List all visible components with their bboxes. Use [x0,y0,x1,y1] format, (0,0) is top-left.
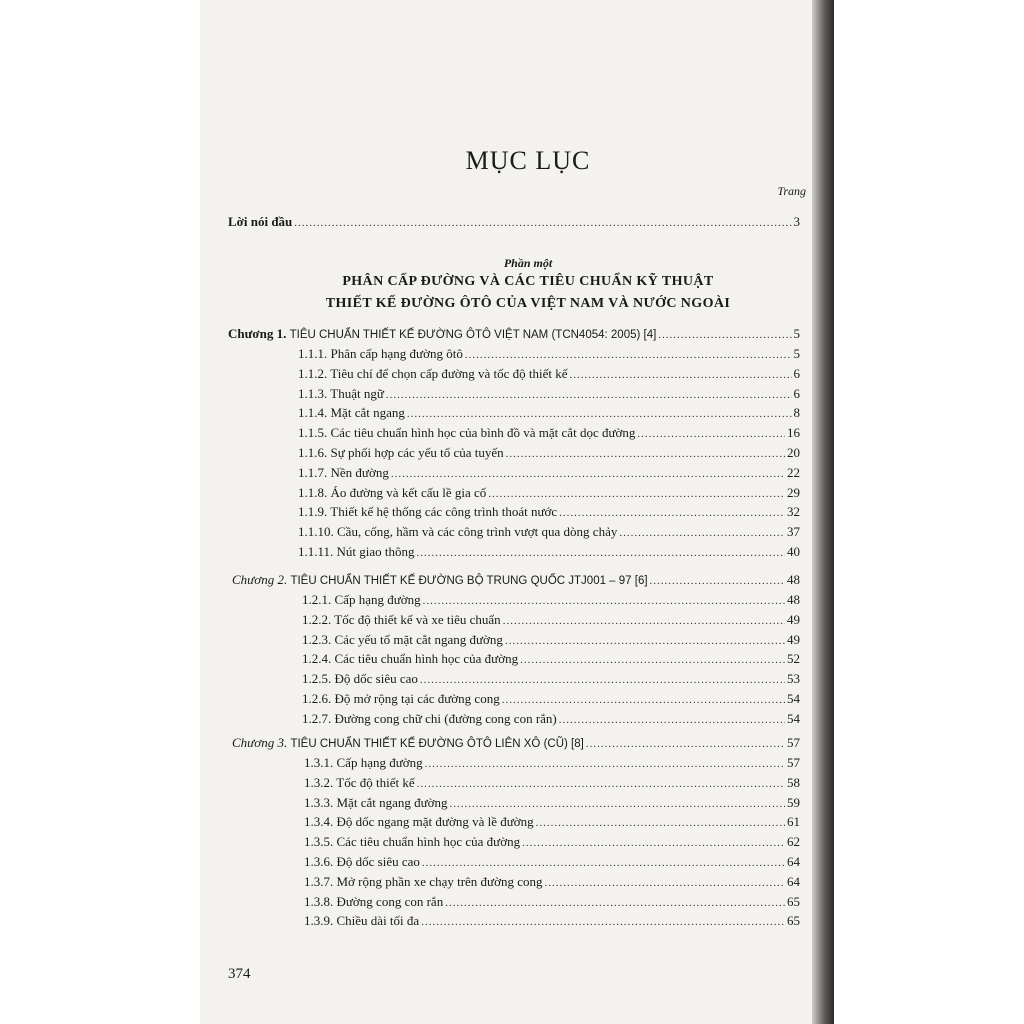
section-entry [298,405,800,423]
chapter-title: TIÊU CHUẨN THIẾT KẾ ĐƯỜNG ÔTÔ VIỆT NAM (TCN4054: 2005) [4] [289,329,657,341]
section-page: 62 [787,834,800,850]
preface-page: 3 [793,214,800,229]
chapter-title: TIÊU CHUẨN THIẾT KẾ ĐƯỜNG BỘ TRUNG QUỐC JTJ001 – 97 [6] [290,575,648,587]
section-label: 1.1.5. Các tiêu chuẩn hình học của bình đồ và mặt cắt dọc đường [298,425,636,441]
section-label: 1.1.3. Thuật ngữ [298,385,384,401]
leader-dots [520,654,785,666]
section-label: 1.3.1. Cấp hạng đường [304,755,423,770]
section-label: 1.1.2. Tiêu chí để chọn cấp đường và tốc độ thiết kế [298,365,568,381]
section-page: 65 [787,913,800,929]
leader-dots [502,694,785,706]
section-label: 1.2.4. Các tiêu chuẩn hình học của đường [302,651,519,667]
section-page: 59 [787,794,800,810]
section-page: 58 [787,774,800,790]
section-label: 1.1.1. Phân cấp hạng đường ôtô [298,346,463,361]
section-label: 1.1.7. Nền đường [298,464,389,480]
section-entry [302,691,800,709]
leader-dots [425,758,785,770]
preface-label: Lời nói đầu [228,214,293,229]
page-column-header: Trang [777,184,806,198]
section-label: 1.2.3. Các yếu tố mặt cắt ngang đường [302,631,503,647]
chapter-number: Chương 1. [228,326,287,341]
leader-dots [465,349,792,361]
section-entry [298,524,800,542]
section-label: 1.2.2. Tốc độ thiết kế và xe tiêu chuẩn [302,611,501,627]
section-entry [304,775,800,793]
section-page: 32 [787,504,800,520]
section-label: 1.2.1. Cấp hạng đường [302,592,421,607]
preface-entry [228,214,800,232]
section-label: 1.2.5. Độ dốc siêu cao [302,671,418,687]
section-label: 1.1.10. Cầu, cống, hầm và các công trình vượt qua dòng chảy [298,524,618,540]
leader-dots [391,468,785,480]
leader-dots [505,635,785,647]
section-label: 1.2.7. Đường cong chữ chi (đường cong con rắn) [302,710,557,726]
section-entry [298,544,800,562]
section-page: 48 [787,592,800,607]
section-page: 37 [787,524,800,540]
section-label: 1.3.8. Đường cong con rắn [304,893,444,909]
leader-dots [650,575,785,587]
section-label: 1.3.6. Độ dốc siêu cao [304,854,420,869]
section-label: 1.2.6. Độ mở rộng tại các đường cong [302,691,500,706]
leader-dots [420,674,785,686]
section-entry [298,425,800,443]
section-entry [298,366,800,384]
section-page: 6 [793,365,800,381]
section-label: 1.1.4. Mặt cắt ngang [298,405,405,421]
section-label: 1.1.11. Nút giao thông [298,544,415,559]
leader-dots [503,615,785,627]
section-page: 8 [793,405,800,421]
part-name: Phần một [503,256,553,270]
section-label: 1.1.9. Thiết kế hệ thống các công trình thoát nước [298,504,558,520]
section-page: 49 [787,631,800,647]
chapter-entry [232,572,800,590]
leader-dots [445,897,785,909]
section-label: 1.3.9. Chiều dài tối đa [304,913,420,929]
section-entry [298,445,800,463]
section-entry [304,854,800,872]
chapter-label [232,735,586,751]
leader-dots [423,595,785,607]
section-page: 64 [787,854,800,869]
leader-dots [450,798,785,810]
chapter-page: 57 [787,735,800,750]
section-entry [304,913,800,931]
part-title-line1: PHÂN CẤP ĐƯỜNG VÀ CÁC TIÊU CHUẨN KỸ THUẬT [342,274,714,289]
section-page: 65 [787,893,800,909]
leader-dots [407,408,792,420]
section-page: 52 [787,651,800,667]
chapter-title: TIÊU CHUẨN THIẾT KẾ ĐƯỜNG ÔTÔ LIÊN XÔ (CŨ) [8] [290,738,584,750]
chapter-entry [228,326,800,344]
part-title-line2: THIẾT KẾ ĐƯỜNG ÔTÔ CỦA VIỆT NAM VÀ NƯỚC NGOÀI [325,296,731,311]
section-page: 49 [787,611,800,627]
leader-dots [637,428,785,440]
section-label: 1.1.6. Sự phối hợp các yếu tố của tuyến [298,445,504,460]
page-number: 374 [228,966,251,982]
leader-dots [619,527,785,539]
section-label: 1.1.8. Áo đường và kết cấu lề gia cố [298,484,487,500]
chapter-entry [232,735,800,753]
leader-dots [559,714,785,726]
chapter-label [232,572,650,588]
section-entry [304,814,800,832]
chapter-number: Chương 2. [232,572,288,587]
section-entry [302,612,800,630]
section-page: 20 [787,445,800,460]
leader-dots [488,488,785,500]
section-page: 6 [793,385,800,401]
leader-dots [421,916,785,928]
section-entry [302,671,800,689]
chapter-page: 5 [793,326,800,341]
leader-dots [422,857,785,869]
leader-dots [294,217,791,229]
chapter-number: Chương 3. [232,735,288,750]
leader-dots [658,329,791,341]
section-entry [304,795,800,813]
section-page: 54 [787,691,800,706]
section-entry [304,834,800,852]
section-entry [298,346,800,364]
section-entry [298,386,800,404]
section-page: 64 [787,873,800,889]
section-page: 29 [787,484,800,500]
section-label: 1.3.3. Mặt cắt ngang đường [304,794,448,810]
section-entry [302,632,800,650]
section-entry [298,485,800,503]
section-page: 5 [793,346,800,361]
leader-dots [386,389,792,401]
section-entry [302,651,800,669]
section-page: 16 [787,425,800,441]
leader-dots [586,738,785,750]
chapter-label [228,326,658,342]
leader-dots [417,547,785,559]
section-entry [302,592,800,610]
section-label: 1.3.4. Độ dốc ngang mặt đường và lề đường [304,814,534,830]
leader-dots [417,778,785,790]
section-entry [304,755,800,773]
section-page: 53 [787,671,800,687]
leader-dots [522,837,785,849]
section-page: 61 [787,814,800,830]
chapter-page: 48 [787,572,800,587]
section-page: 22 [787,464,800,480]
section-page: 57 [787,755,800,770]
leader-dots [536,817,785,829]
leader-dots [506,448,785,460]
leader-dots [559,507,785,519]
leader-dots [570,369,792,381]
section-entry [298,465,800,483]
table-of-contents [228,0,806,1024]
section-entry [304,894,800,912]
section-label: 1.3.5. Các tiêu chuẩn hình học của đường [304,834,521,850]
section-page: 40 [787,544,800,559]
section-entry [302,711,800,729]
section-entry [298,504,800,522]
section-entry [304,874,800,892]
section-label: 1.3.7. Mở rộng phần xe chạy trên đường cong [304,873,543,889]
leader-dots [545,877,786,889]
section-label: 1.3.2. Tốc độ thiết kế [304,774,415,790]
section-page: 54 [787,710,800,726]
toc-title: MỤC LỤC [465,146,591,175]
